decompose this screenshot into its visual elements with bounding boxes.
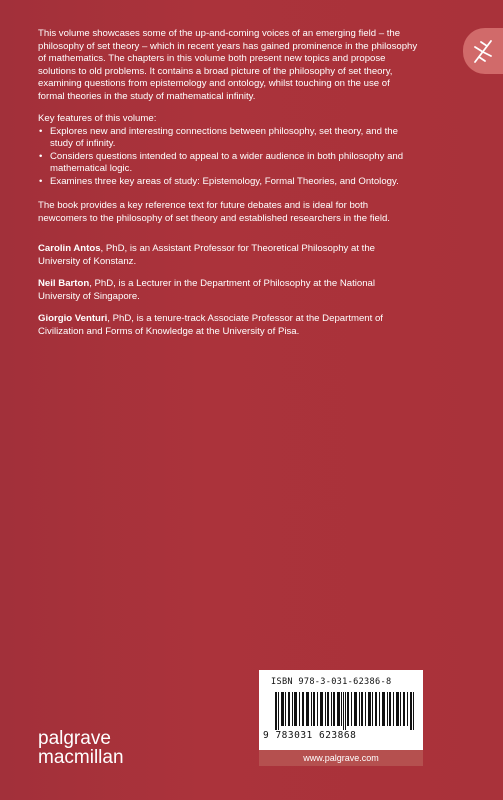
author-name: Neil Barton <box>38 278 90 289</box>
description-paragraph: This volume showcases some of the up-and-coming voices of an emerging field – the philosophy of set theory – which in recent years has gained prominence in the philosophy of mathematics. The chapters in this volume both present new topics and propose solutions to old problems. It contains a broad picture of the philosophy of set theory, examining questions from epistemology and ontology, whilst touching on the use of formal theories in the study of mathematical infinity. <box>38 28 418 102</box>
author-name: Carolin Antos <box>38 243 101 254</box>
feature-item: • Explores new and interesting connections between philosophy, set theory, and the study of infinity. <box>38 126 418 151</box>
logo-line-macmillan: macmillan <box>38 747 124 768</box>
author-bio <box>38 313 418 338</box>
barcode-box <box>259 670 423 766</box>
author-bio-text: , PhD, is a Lecturer in the Department of Philosophy at the National University of Singapore. <box>38 278 376 302</box>
author-bio-text: , PhD, is an Assistant Professor for Theoretical Philosophy at the University of Konstanz. <box>38 243 375 267</box>
features-heading: Key features of this volume: <box>38 113 157 124</box>
feature-item: • Considers questions intended to appeal to a wider audience in both philosophy and mathematical logic. <box>38 151 418 176</box>
palgrave-icon-badge <box>463 28 503 74</box>
author-bio-text: , PhD, is a tenure-track Associate Professor at the Department of Civilization and Forms of Knowledge at the University of Pisa. <box>38 313 383 337</box>
author-name: Giorgio Venturi <box>38 313 108 324</box>
author-bio <box>38 278 418 303</box>
isbn-label: ISBN 978-3-031-62386-8 <box>271 677 392 687</box>
author-bio <box>38 243 418 268</box>
features-list <box>38 126 418 189</box>
barcode-digits: 9 783031 623868 <box>263 730 357 741</box>
feature-item: • Examines three key areas of study: Epistemology, Formal Theories, and Ontology. <box>38 176 418 189</box>
logo-line-palgrave: palgrave <box>38 728 111 749</box>
palgrave-leaf-icon <box>471 38 495 64</box>
palgrave-macmillan-logo <box>38 729 124 767</box>
blurb-text-block <box>38 28 418 348</box>
barcode-icon <box>275 692 415 730</box>
publisher-website[interactable]: www.palgrave.com <box>259 750 423 766</box>
reference-paragraph: The book provides a key reference text for future debates and is ideal for both newcomers to the philosophy of set theory and established researchers in the field. <box>38 200 390 224</box>
